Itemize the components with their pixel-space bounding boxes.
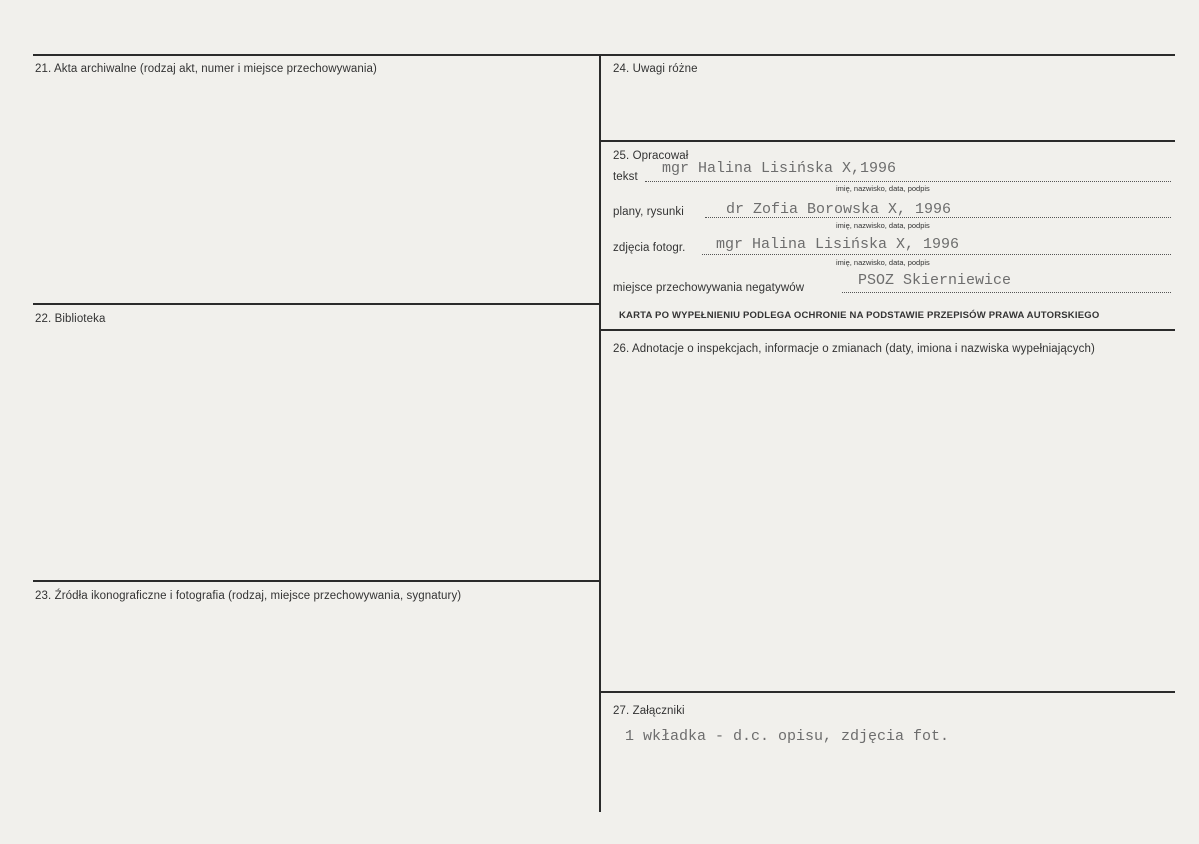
negatywy-label: miejsce przechowywania negatywów bbox=[613, 282, 805, 294]
center-divider bbox=[599, 54, 601, 812]
zdjecia-line bbox=[702, 254, 1171, 255]
section-24-label: 24. Uwagi różne bbox=[613, 63, 698, 75]
plany-hint: imię, nazwisko, data, podpis bbox=[836, 221, 930, 230]
section-25-rule bbox=[600, 140, 1175, 142]
negatywy-value: PSOZ Skierniewice bbox=[858, 272, 1012, 289]
plany-label: plany, rysunki bbox=[613, 206, 684, 218]
zalaczniki-value: 1 wkładka - d.c. opisu, zdjęcia fot. bbox=[625, 728, 950, 745]
zdjecia-hint: imię, nazwisko, data, podpis bbox=[836, 258, 930, 267]
copyright-notice: KARTA PO WYPEŁNIENIU PODLEGA OCHRONIE NA PODSTAWIE PRZEPISÓW PRAWA AUTORSKIEGO bbox=[619, 310, 1100, 321]
tekst-line bbox=[645, 181, 1171, 182]
plany-value: dr Zofia Borowska X, 1996 bbox=[726, 201, 952, 218]
section-25-label: 25. Opracował bbox=[613, 150, 689, 162]
section-22-label: 22. Biblioteka bbox=[35, 313, 106, 325]
section-21-label: 21. Akta archiwalne (rodzaj akt, numer i miejsce przechowywania) bbox=[35, 63, 377, 75]
tekst-hint: imię, nazwisko, data, podpis bbox=[836, 184, 930, 193]
zdjecia-label: zdjęcia fotogr. bbox=[613, 242, 686, 254]
tekst-label: tekst bbox=[613, 171, 638, 183]
section-23-rule bbox=[33, 580, 600, 582]
section-23-label: 23. Źródła ikonograficzne i fotografia (rodzaj, miejsce przechowywania, sygnatury) bbox=[35, 590, 462, 602]
tekst-value: mgr Halina Lisińska X,1996 bbox=[662, 160, 897, 177]
zdjecia-value: mgr Halina Lisińska X, 1996 bbox=[716, 236, 960, 253]
section-26-rule bbox=[600, 329, 1175, 331]
section-22-rule bbox=[33, 303, 600, 305]
top-rule bbox=[33, 54, 1175, 56]
section-26-label: 26. Adnotacje o inspekcjach, informacje o zmianach (daty, imiona i nazwiska wypełniających) bbox=[613, 343, 1095, 355]
negatywy-line bbox=[842, 292, 1171, 293]
section-27-rule bbox=[600, 691, 1175, 693]
section-27-label: 27. Załączniki bbox=[613, 705, 685, 717]
